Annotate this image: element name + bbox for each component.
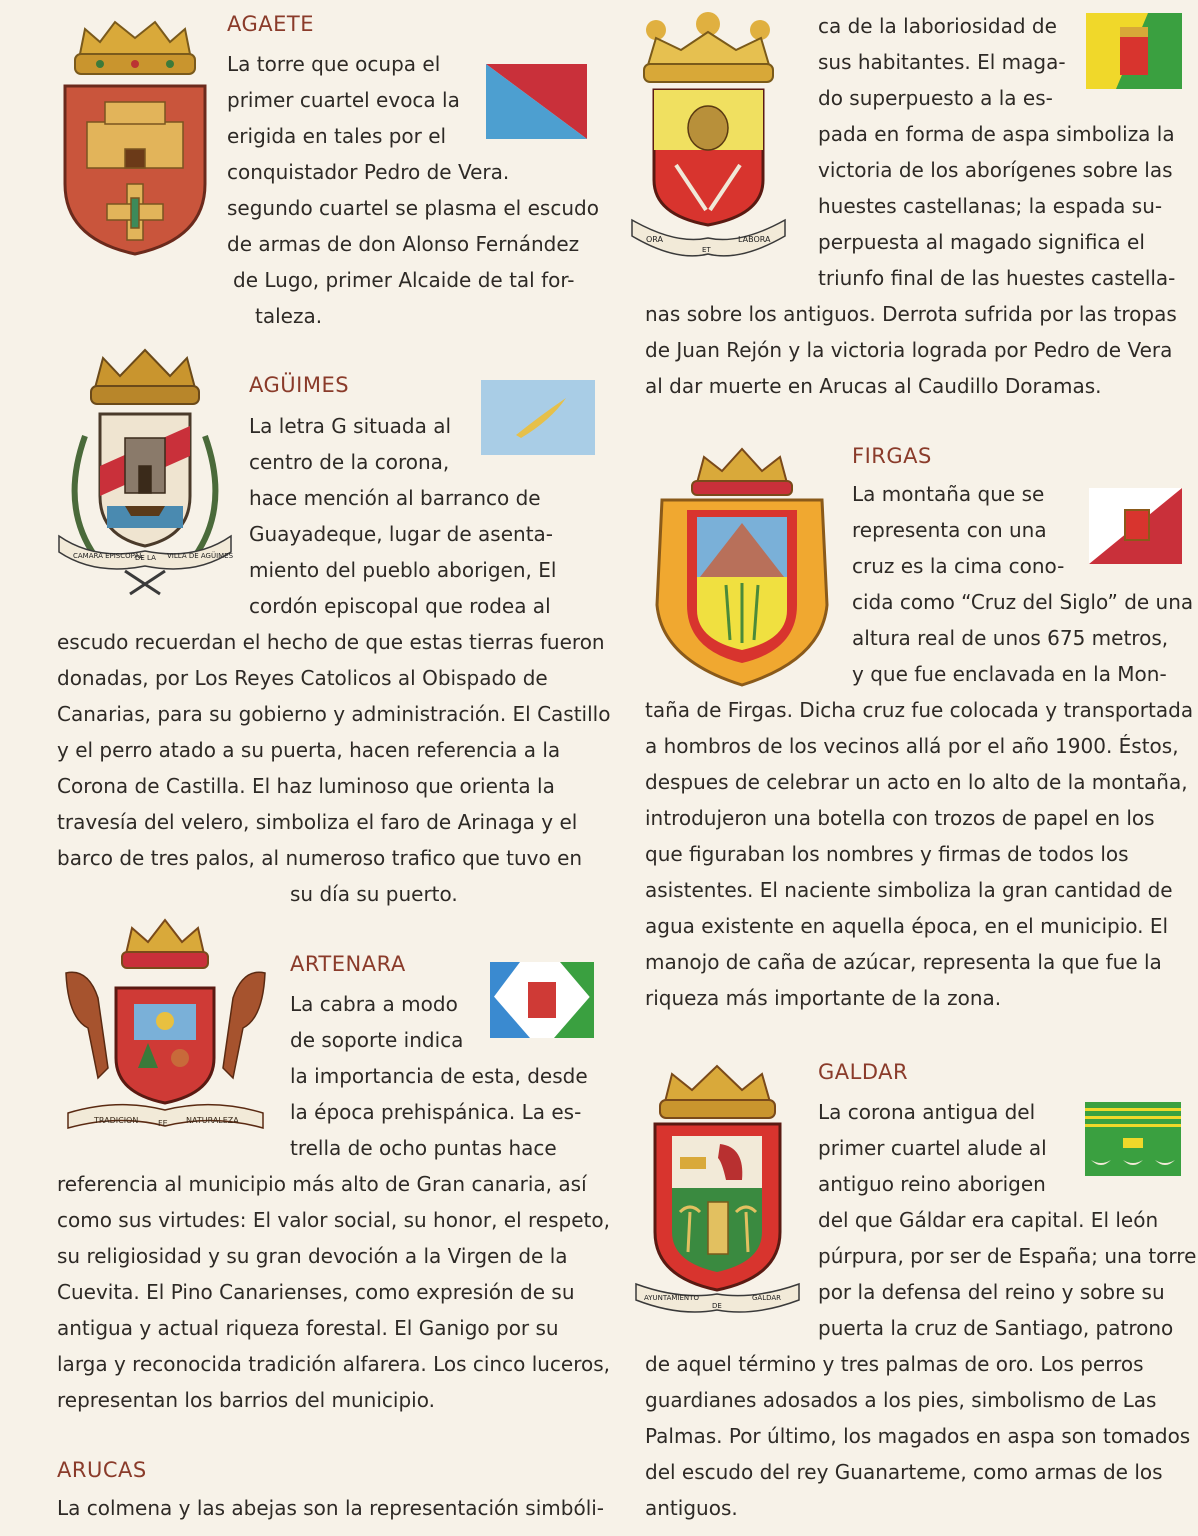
- agaete-crest: [55, 14, 215, 259]
- scroll-text-2: DE: [712, 1302, 722, 1310]
- agaete-flag: [486, 64, 587, 139]
- scroll-text-2: DE LA: [135, 554, 156, 562]
- firgas-crest: [642, 445, 842, 690]
- crown-icon: [91, 350, 199, 404]
- agaete-heading: AGAETE: [227, 12, 314, 36]
- scroll-text-1: CAMARA EPISCOPAL: [73, 552, 144, 560]
- tower-icon: [708, 1202, 728, 1254]
- crossed-keys-icon: [125, 571, 165, 594]
- scroll-banner: [68, 1105, 263, 1128]
- galdar-crest: [630, 1062, 805, 1322]
- crown-icon: [660, 1066, 775, 1118]
- pot-icon: [171, 1049, 189, 1067]
- firgas-flag: [1089, 488, 1182, 564]
- feather-icon: [516, 398, 566, 438]
- crown-icon: [692, 449, 792, 495]
- scroll-text-1: AYUNTAMIENTO: [644, 1294, 699, 1302]
- arucas-heading: ARUCAS: [57, 1458, 147, 1482]
- scroll-text-1: TRADICION: [94, 1116, 139, 1125]
- castle-icon: [125, 438, 165, 493]
- ship-icon: [125, 506, 165, 516]
- crown-icon: [75, 22, 195, 74]
- artenara-flag: [490, 962, 594, 1038]
- scroll-text-1: ORA: [646, 235, 664, 244]
- scroll-text-3: NATURALEZA: [186, 1116, 239, 1125]
- crown-icon: [644, 12, 773, 82]
- scroll-text-3: GALDAR: [752, 1294, 782, 1302]
- artenara-heading: ARTENARA: [290, 952, 406, 976]
- firgas-heading: FIRGAS: [852, 444, 932, 468]
- scroll-text-2: FE: [158, 1119, 168, 1128]
- scroll-text-2: ET: [702, 246, 711, 254]
- galdar-flag: [1085, 1102, 1181, 1176]
- scroll-text-3: LABORA: [738, 235, 771, 244]
- aguimes-flag: [481, 380, 595, 455]
- star-icon: [156, 1012, 174, 1030]
- beehive-icon: [688, 106, 728, 150]
- scroll-text-3: VILLA DE AGÜIMES: [167, 552, 234, 560]
- aguimes-heading: AGÜIMES: [249, 373, 350, 397]
- arucas-crest: [626, 10, 791, 265]
- artenara-crest: [58, 918, 273, 1140]
- crown-icon: [122, 920, 208, 968]
- crown-small-icon: [680, 1157, 706, 1169]
- arucas-flag: [1086, 13, 1182, 89]
- aguimes-crest: [55, 346, 235, 596]
- galdar-heading: GALDAR: [818, 1060, 909, 1084]
